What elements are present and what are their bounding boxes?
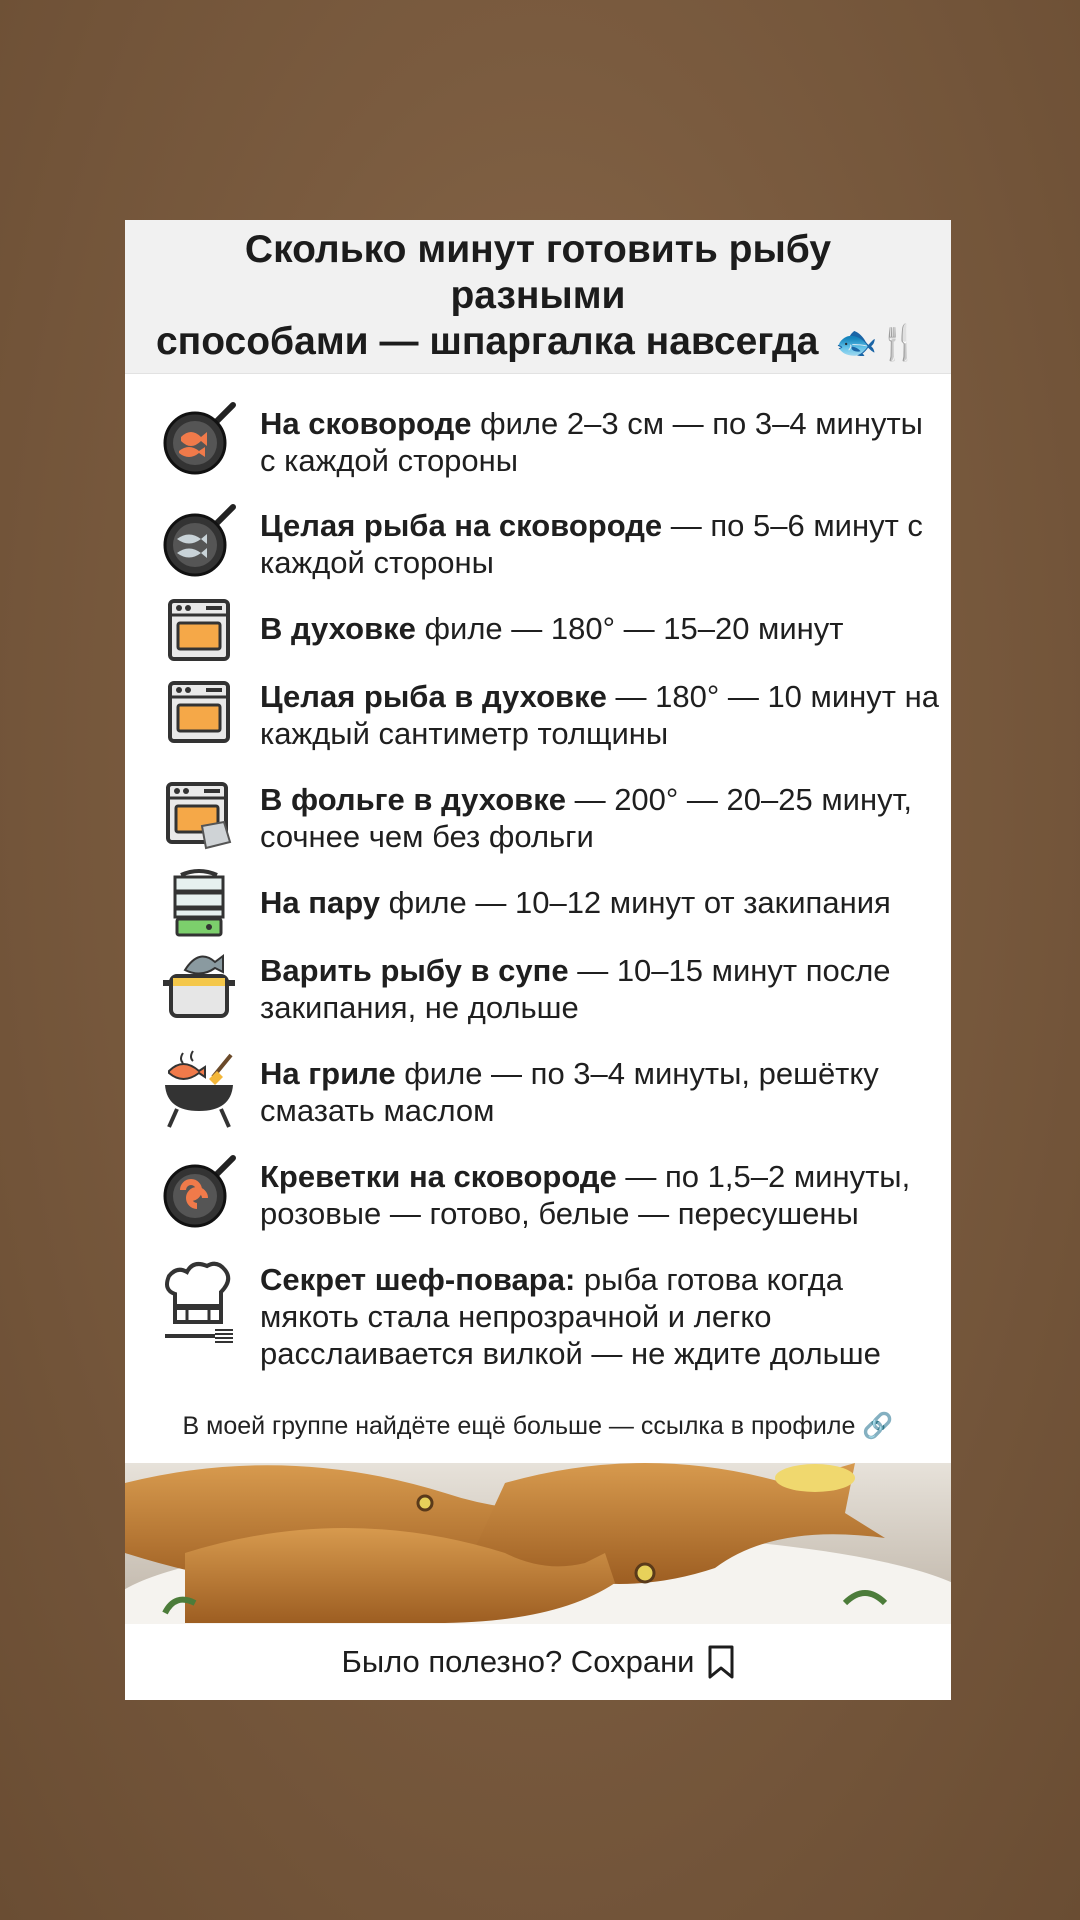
- fish-cutlery-emoji-icon: 🐟🍴: [835, 323, 921, 363]
- link-emoji-icon: 🔗: [862, 1412, 894, 1440]
- frying-pan-fish-icon: [161, 401, 237, 477]
- profile-link-note: В моей группе найдёте ещё больше — ссылка в профиле 🔗: [182, 1412, 894, 1440]
- infographic-card: Сколько минут готовить рыбу разными способами — шпаргалка навсегда 🐟🍴 На сковороде филе 2–3 см — по 3–4 минуты с каждой стороны Целая рыба на сковороде — по 5–6 минут с каждой стороны В духовке филе — 180° — 15–20 минут Целая рыба в духовке — 180° — 10 минут на каждый сантиметр толщины В фольге в духовке — 200° — 20–25 минут, сочнее чем без фольги На пару филе — 10–12 минут от закипания Варить рыбу в супе — 10–15 минут после закипания, не дольше На гриле филе — по 3–4 минуты, решётку смазать маслом Креветки на сковороде — по 1,5–2 минуты, розовые — готово, белые — пересушены Секрет шеф-повара: рыба готова когда мякоть стала непрозрачной и легко расслаивается вилкой — не ждите дольше В моей группе найдёте ещё больше — ссылка в профиле 🔗 Было полезно? Сохрани: [125, 220, 951, 1700]
- oven-icon: [161, 674, 237, 750]
- oven-icon: [161, 592, 237, 668]
- bookmark-icon[interactable]: [707, 1644, 735, 1680]
- chef-hat-fork-icon: [161, 1265, 237, 1341]
- grill-icon: [161, 1051, 237, 1127]
- soup-pot-fish-icon: [161, 948, 237, 1024]
- page-title: Сколько минут готовить рыбу разными способами — шпаргалка навсегда 🐟🍴: [155, 228, 921, 363]
- steamer-icon: [161, 864, 237, 940]
- oven-foil-icon: [161, 777, 237, 853]
- fried-whole-fish-photo: [125, 1463, 951, 1624]
- save-prompt[interactable]: Было полезно? Сохрани: [125, 1624, 951, 1700]
- frying-pan-whole-fish-icon: [161, 503, 237, 579]
- frying-pan-shrimp-icon: [161, 1154, 237, 1230]
- card-header: [125, 220, 951, 374]
